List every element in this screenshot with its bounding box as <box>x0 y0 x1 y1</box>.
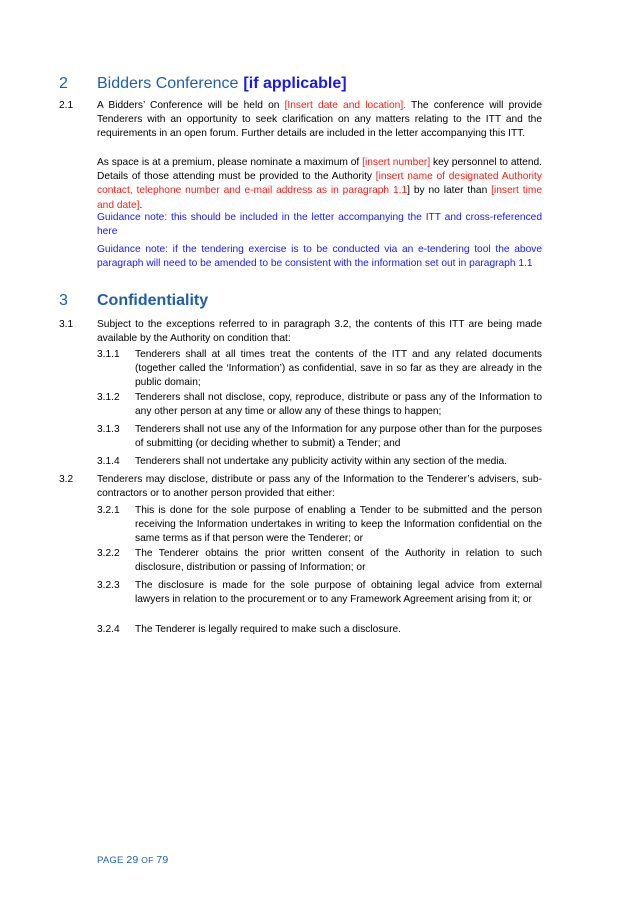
para-3-1-number: 3.1 <box>59 319 74 330</box>
para-3-2-number: 3.2 <box>59 474 74 485</box>
item-3-2-2: The Tenderer obtains the prior written consent of the Authority in relation to such disclosure, distribution or passing of Information; or <box>135 548 542 574</box>
item-3-2-4-number: 3.2.4 <box>97 624 120 635</box>
item-3-1-2: Tenderers shall not disclose, copy, reproduce, distribute or pass any of the Information to any other person at any time or allow any of these things to happen; <box>135 392 542 418</box>
placeholder-time-date: [insert time and date] <box>97 185 542 211</box>
item-3-1-2-number: 3.1.2 <box>97 392 120 403</box>
para-3-2: Tenderers may disclose, distribute or pass any of the Information to the Tenderer’s advisers, sub-contractors or to another person provided that either: <box>97 474 542 500</box>
attendance-text-cont: key personnel to attend. Details of those attending must be provided to the Authority <box>97 157 542 183</box>
item-3-1-4: Tenderers shall not undertake any publicity activity within any section of the media. <box>135 456 508 467</box>
item-3-2-3: The disclosure is made for the sole purpose of obtaining legal advice from external lawyers in relation to the procurement or to any Framework Agreement arising from it; or <box>135 580 542 606</box>
item-3-2-3-number: 3.2.3 <box>97 580 120 591</box>
footer-of-word: OF <box>141 855 154 865</box>
section-2-tag: [if applicable] <box>243 75 347 92</box>
placeholder-contact: [insert name of designated Authority contact, telephone number and e-mail address as in paragraph 1.1 <box>97 171 542 197</box>
placeholder-date-location: [Insert date and location]. <box>284 100 406 111</box>
section-3-heading <box>59 292 208 310</box>
item-3-2-1: This is done for the sole purpose of enabling a Tender to be submitted and the person receiving the Information undertakes in writing to keep the Information confidential on the same terms as if that person were the Tenderer; or <box>135 505 542 545</box>
para-3-1: Subject to the exceptions referred to in paragraph 3.2, the contents of this ITT are being made available by the Authority on condition that: <box>97 319 542 345</box>
para-2-1-text: A Bidders’ Conference will be held on <box>97 100 285 111</box>
guidance-note-2: Guidance note: if the tendering exercise is to be conducted via an e-tendering tool the above paragraph will need to be amended to be consistent with the information set out in paragraph 1.1 <box>97 244 542 270</box>
item-3-1-3-number: 3.1.3 <box>97 424 120 435</box>
page-footer <box>97 854 168 866</box>
placeholder-number: [insert number] <box>362 157 431 168</box>
para-2-1-attendance <box>97 156 542 213</box>
item-3-2-4: The Tenderer is legally required to make such a disclosure. <box>135 624 401 635</box>
attendance-text-by: ] by no later than <box>407 185 492 197</box>
section-3-title: Confidentiality <box>97 292 209 309</box>
section-2-number: 2 <box>59 75 68 92</box>
section-2-heading <box>59 75 347 93</box>
item-3-1-4-number: 3.1.4 <box>97 456 120 467</box>
item-3-2-2-number: 3.2.2 <box>97 548 120 559</box>
item-3-1-3: Tenderers shall not use any of the Information for any purpose other than for the purposes of submitting (or deciding whether to submit) a Tender; and <box>135 424 542 450</box>
footer-page-word: PAGE <box>97 855 124 866</box>
guidance-note-1: Guidance note: this should be included in the letter accompanying the ITT and cross-referenced here <box>97 212 542 238</box>
para-2-1-text-cont: The conference will provide Tenderers with an opportunity to seek clarification on any matters relating to the ITT and the requirements in an open forum. Further details are included in the letter accompanying this ITT. <box>97 100 543 140</box>
item-3-1-1-number: 3.1.1 <box>97 349 120 360</box>
section-2-title: Bidders Conference <box>97 75 239 92</box>
section-3-number: 3 <box>59 292 68 309</box>
footer-page-number: 29 <box>126 854 139 866</box>
item-3-2-1-number: 3.2.1 <box>97 505 120 516</box>
attendance-text: As space is at a premium, please nominate a maximum of <box>97 157 363 168</box>
attendance-text-end: . <box>139 199 143 211</box>
item-3-1-1: Tenderers shall at all times treat the contents of the ITT and any related documents (together called the ‘Information’) as confidential, save in so far as they are already in the public domain; <box>135 349 542 389</box>
para-2-1 <box>97 99 542 142</box>
para-2-1-number: 2.1 <box>59 100 74 111</box>
footer-total-pages: 79 <box>156 854 169 866</box>
